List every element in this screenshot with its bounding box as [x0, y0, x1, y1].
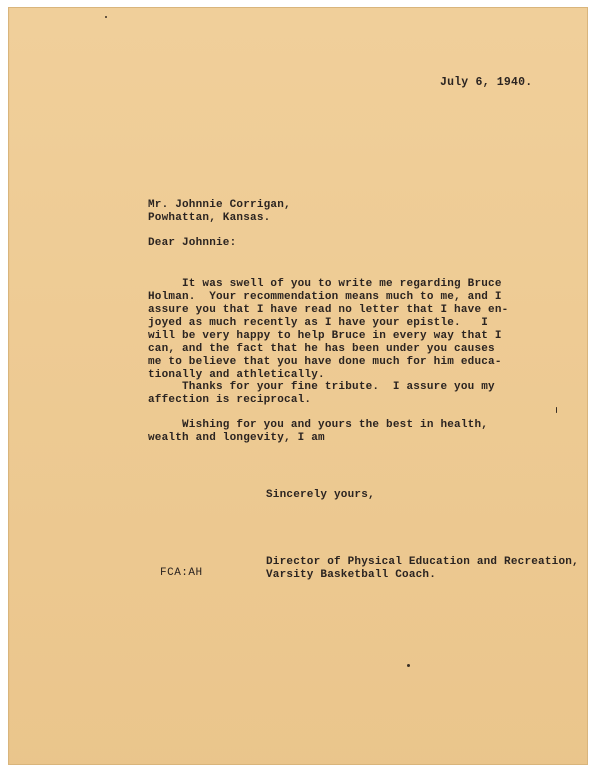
body-line: me to believe that you have done much for him educa- — [148, 356, 502, 368]
body-paragraph-1 — [148, 278, 518, 382]
recipient-place: Powhattan, Kansas. — [148, 212, 271, 224]
letter-date: July 6, 1940. — [440, 76, 533, 89]
body-paragraph-2 — [148, 381, 518, 407]
complimentary-close: Sincerely yours, — [266, 489, 375, 501]
body-line: joyed as much recently as I have your epistle. I — [148, 317, 489, 329]
paper-speck — [407, 664, 410, 667]
body-line: Thanks for your fine tribute. I assure you my — [148, 381, 495, 393]
body-paragraph-3 — [148, 419, 518, 445]
paper-speck — [556, 407, 557, 413]
body-line: will be very happy to help Bruce in every way that I — [148, 330, 502, 342]
body-line: tionally and athletically. — [148, 369, 325, 381]
signature-title-line-2: Varsity Basketball Coach. — [266, 569, 437, 581]
body-line: can, and the fact that he has been under you causes — [148, 343, 495, 355]
body-line: It was swell of you to write me regarding Bruce — [148, 278, 502, 290]
salutation: Dear Johnnie: — [148, 237, 237, 249]
letter-page — [8, 7, 588, 765]
paper-speck — [105, 16, 107, 18]
body-line: Holman. Your recommendation means much to me, and I — [148, 291, 502, 303]
recipient-name: Mr. Johnnie Corrigan, — [148, 199, 291, 211]
body-line: Wishing for you and yours the best in health, — [148, 419, 489, 431]
signature-title-line-1: Director of Physical Education and Recreation, — [266, 556, 579, 568]
typist-initials: FCA:AH — [160, 567, 203, 579]
body-line: assure you that I have read no letter that I have en- — [148, 304, 509, 316]
body-line: wealth and longevity, I am — [148, 432, 325, 444]
body-line: affection is reciprocal. — [148, 394, 312, 406]
